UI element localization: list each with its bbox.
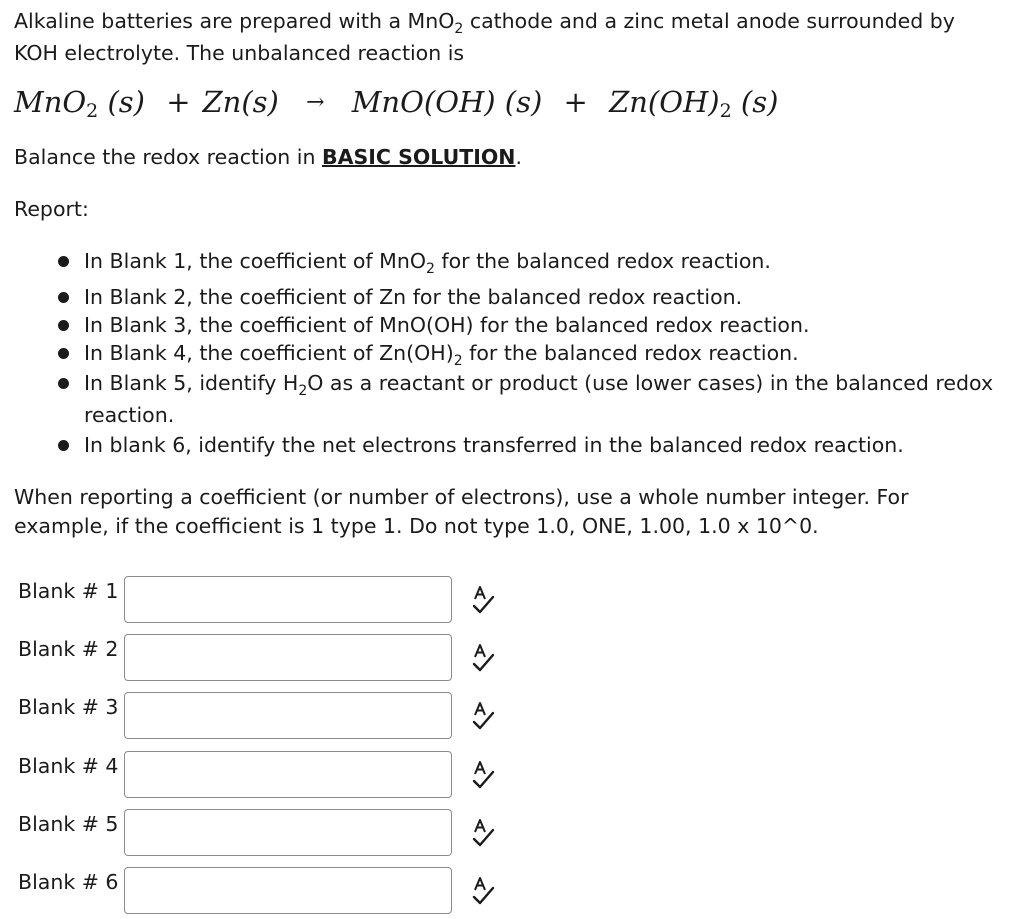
- intro-text: cathode and a zinc metal anode surrounded by: [463, 9, 955, 33]
- list-item: [56, 367, 1001, 431]
- state-label: (s): [731, 85, 779, 119]
- item-text: In Blank 5, identify H: [84, 371, 299, 395]
- instruction-text: .: [515, 145, 522, 169]
- spellcheck-icon[interactable]: [471, 700, 497, 732]
- blank-input-1[interactable]: [124, 576, 452, 623]
- subscript: 2: [425, 261, 435, 277]
- intro-line-2: KOH electrolyte. The unbalanced reaction is: [14, 41, 465, 65]
- list-item: [56, 337, 1001, 369]
- subscript: 2: [454, 21, 464, 37]
- instruction-text: Balance the redox reaction in: [14, 145, 323, 169]
- question-intro: [14, 5, 1014, 69]
- blank-input-6[interactable]: [124, 867, 452, 914]
- blank-row-6: [18, 867, 518, 919]
- spellcheck-icon[interactable]: [471, 759, 497, 791]
- basic-solution-emphasis: BASIC SOLUTION: [322, 145, 516, 169]
- subscript: 2: [719, 100, 732, 122]
- report-list: [56, 245, 1001, 457]
- product-znoh2: Zn(OH): [609, 85, 720, 119]
- spellcheck-icon[interactable]: [471, 642, 497, 674]
- spellcheck-icon[interactable]: [471, 875, 497, 907]
- blank-label: Blank # 5: [18, 812, 119, 836]
- blank-row-1: [18, 576, 518, 628]
- intro-line-1: [14, 5, 1014, 37]
- item-text: for the balanced redox reaction.: [462, 341, 799, 365]
- item-text: O as a reactant or product (use lower cases) in the balanced redox reaction.: [84, 371, 994, 427]
- state-label: (s): [98, 85, 145, 119]
- blank-label: Blank # 4: [18, 754, 119, 778]
- reactant-mno2: MnO: [14, 85, 87, 119]
- reaction-equation: [14, 82, 778, 126]
- item-text: In Blank 1, the coefficient of MnO: [84, 249, 426, 273]
- report-heading: Report:: [14, 197, 89, 221]
- blank-input-4[interactable]: [124, 751, 452, 798]
- reactant-zn: Zn(s): [202, 85, 279, 119]
- spellcheck-icon[interactable]: [471, 584, 497, 616]
- list-item: In blank 6, identify the net electrons transferred in the balanced redox reaction.: [56, 429, 1001, 461]
- item-text: for the balanced redox reaction.: [434, 249, 771, 273]
- reaction-arrow: →: [306, 90, 325, 115]
- item-text: In Blank 4, the coefficient of Zn(OH): [84, 341, 454, 365]
- list-item: [56, 245, 1001, 277]
- product-mnooh: MnO(OH) (s): [351, 85, 543, 119]
- blank-input-2[interactable]: [124, 634, 452, 681]
- intro-text: Alkaline batteries are prepared with a MnO: [14, 9, 455, 33]
- note-line-1: When reporting a coefficient (or number of electrons), use a whole number integer. For: [14, 485, 909, 509]
- note-line-2: example, if the coefficient is 1 type 1. Do not type 1.0, ONE, 1.00, 1.0 x 10^0.: [14, 514, 819, 538]
- blank-row-4: [18, 751, 518, 803]
- balance-instruction: [14, 142, 522, 172]
- plus-sign: +: [166, 85, 191, 119]
- blank-input-3[interactable]: [124, 692, 452, 739]
- blank-input-5[interactable]: [124, 809, 452, 856]
- blank-row-2: [18, 634, 518, 686]
- subscript: 2: [453, 353, 463, 369]
- blank-label: Blank # 3: [18, 695, 119, 719]
- blank-label: Blank # 1: [18, 579, 119, 603]
- blank-row-3: [18, 692, 518, 744]
- blank-row-5: [18, 809, 518, 861]
- blank-label: Blank # 6: [18, 870, 119, 894]
- subscript: 2: [298, 383, 308, 399]
- list-item: In Blank 3, the coefficient of MnO(OH) for the balanced redox reaction.: [56, 309, 1001, 341]
- reporting-note: [14, 483, 1014, 541]
- list-item: In Blank 2, the coefficient of Zn for the balanced redox reaction.: [56, 281, 1001, 313]
- blank-label: Blank # 2: [18, 637, 119, 661]
- plus-sign: +: [563, 85, 588, 119]
- spellcheck-icon[interactable]: [471, 817, 497, 849]
- subscript: 2: [86, 100, 99, 122]
